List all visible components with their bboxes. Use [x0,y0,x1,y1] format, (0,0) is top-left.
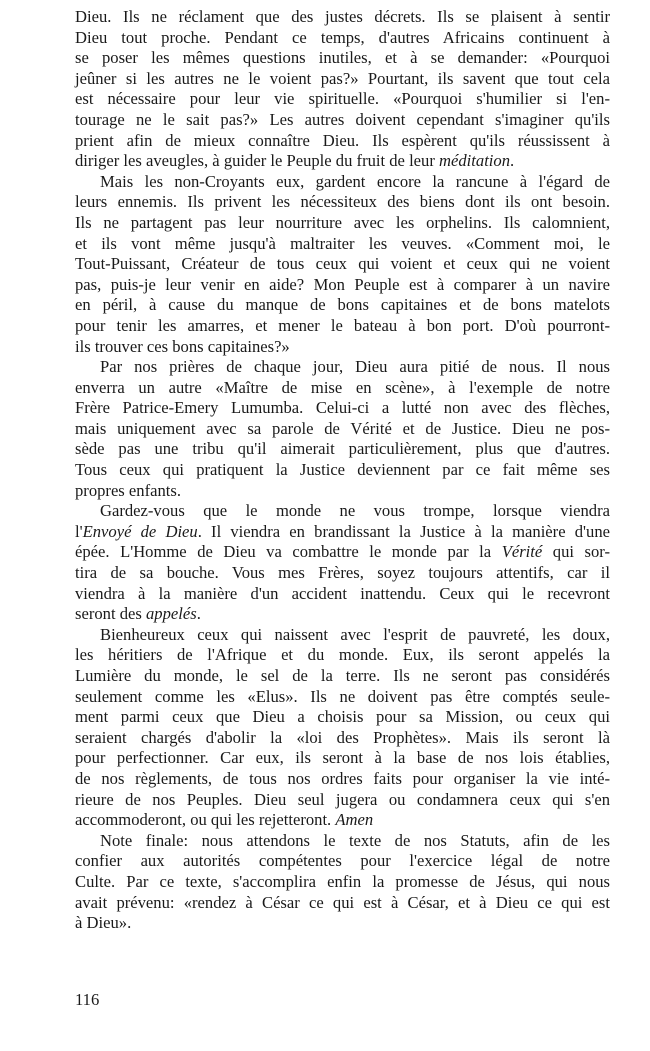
text-line [75,357,610,378]
text-segment: en péril, à cause du manque de bons capitaines et de bons matelots [75,295,610,315]
text-line [75,213,610,234]
text-segment: épée. L'Homme de Dieu va combattre le monde par la [75,542,502,562]
text-segment: Note finale: nous attendons le texte de nos Statuts, afin de les [100,830,610,850]
text-segment: Tout-Puissant, Créateur de tous ceux qui voient et ceux qui ne voient [75,254,610,274]
text-segment: confier aux autorités compétentes pour l'exercice légal de notre [75,851,610,871]
italic-text: méditation [439,151,511,171]
text-segment: Gardez-vous que le monde ne vous trompe, lorsque viendra [100,501,610,521]
text-segment: pour tenir les amarres, et mener le bateau à bon port. D'où pourront- [75,315,610,335]
text-line [75,790,610,811]
text-segment: Dieu. Ils ne réclament que des justes décrets. Ils se plaisent à sentir [75,7,610,26]
text-line [75,625,610,646]
page-number: 116 [75,990,100,1009]
text-segment: se poser les mêmes questions inutiles, et à se demander: «Pourquoi [75,48,610,68]
text-segment: jeûner si les autres ne le voient pas?» Pourtant, ils savent que tout cela [75,68,610,88]
italic-text: appelés [145,604,197,624]
italic-text: Envoyé de Dieu [82,521,198,541]
text-line [75,501,610,522]
text-segment: pas, puis-je leur venir en aide? Mon Peuple est à comparer à un navire [75,274,610,294]
text-line [75,254,610,275]
text-segment: de nos règlements, de tous nos ordres faits pour organiser la vie inté- [75,768,610,788]
text-line [75,419,610,440]
text-segment: mais uniquement avec sa parole de Vérité et de Justice. Dieu ne pos- [75,418,610,438]
text-line [75,563,610,584]
page-body-text [75,7,610,934]
text-segment: les héritiers de l'Afrique et du monde. Eux, ils seront appelés la [75,645,610,665]
paragraph [75,625,610,831]
text-line [75,831,610,852]
text-segment: leurs ennemis. Ils privent les nécessiteux des biens dont ils ont besoin. [75,192,610,212]
text-line [75,481,610,502]
text-segment: tourage ne le sait pas?» Les autres doivent cependant s'imaginer qu'ils [75,109,610,129]
text-line [75,172,610,193]
text-line [75,398,610,419]
text-segment: Frère Patrice-Emery Lumumba. Celui-ci a lutté non avec des flèches, [75,398,610,418]
paragraph [75,7,610,172]
text-segment: Ils ne partagent pas leur nourriture avec les orphelins. Ils calomnient, [75,212,610,232]
text-line [75,131,610,152]
text-segment: qui sor- [542,542,610,562]
text-segment: ment parmi ceux que Dieu a choisis pour sa Mission, ou ceux qui [75,707,610,727]
text-segment: avait prévenu: «rendez à César ce qui est à César, et à Dieu ce qui est [75,892,610,912]
paragraph [75,172,610,357]
text-line [75,28,610,49]
text-line [75,192,610,213]
text-line [75,728,610,749]
text-segment: . [510,151,515,171]
text-line [75,872,610,893]
text-line [75,439,610,460]
text-line [75,748,610,769]
text-line [75,110,610,131]
text-line [75,234,610,255]
text-line [75,851,610,872]
text-segment: l' [75,521,83,541]
text-segment: est nécessaire pour leur vie spirituelle. «Pourquoi s'humilier si l'en- [75,89,610,109]
text-segment: prient afin de mieux connaître Dieu. Ils espèrent qu'ils réussissent à [75,130,610,150]
text-line [75,295,610,316]
text-segment: propres enfants. [75,480,181,500]
text-line [75,913,610,934]
text-segment: pour perfectionner. Car eux, ils seront à la base de nos lois établies, [75,748,610,768]
text-segment: seraient chargés d'abolir la «loi des Prophètes». Mais ils seront là [75,727,610,747]
text-segment: Lumière du monde, le sel de la terre. Ils ne seront pas considérés [75,666,610,685]
text-line [75,893,610,914]
text-segment: Mais les non-Croyants eux, gardent encore la rancune à l'égard de [100,171,610,191]
text-segment: ils trouver ces bons capitaines?» [75,336,290,356]
text-segment: Tous ceux qui pratiquent la Justice deviennent par ce fait même ses [75,460,610,480]
italic-text: Amen [335,810,374,830]
text-line [75,316,610,337]
paragraph [75,357,610,501]
text-line [75,89,610,110]
italic-text: Vérité [501,542,543,562]
text-segment: . Il viendra en brandissant la Justice à la manière d'une [197,521,610,541]
text-line [75,687,610,708]
text-line [75,378,610,399]
text-segment: seront des [75,604,146,624]
text-segment: Dieu tout proche. Pendant ce temps, d'autres Africains continuent à [75,27,610,47]
text-segment: enverra un autre «Maître de mise en scène», à l'exemple de notre [75,377,610,397]
text-segment: viendra à la manière d'un accident inattendu. Ceux qui le recevront [75,583,610,603]
text-segment: accommoderont, ou qui les rejetteront. [75,810,336,830]
paragraph [75,501,610,625]
text-line [75,275,610,296]
text-segment: et ils vont même jusqu'à maltraiter les veuves. «Comment moi, le [75,233,610,253]
text-segment: . [196,604,201,624]
text-line [75,48,610,69]
text-line [75,604,610,625]
text-segment: Par nos prières de chaque jour, Dieu aura pitié de nous. Il nous [100,357,610,377]
text-segment: seulement comme les «Elus». Ils ne doivent pas être comptés seule- [75,686,610,706]
paragraph [75,831,610,934]
text-segment: Culte. Par ce texte, s'accomplira enfin la promesse de Jésus, qui nous [75,871,610,891]
text-segment: tira de sa bouche. Vous mes Frères, soyez toujours attentifs, car il [75,563,610,583]
text-line [75,810,610,831]
text-line [75,707,610,728]
text-segment: Bienheureux ceux qui naissent avec l'esprit de pauvreté, les doux, [100,624,610,644]
text-line [75,522,610,543]
text-line [75,69,610,90]
text-line [75,584,610,605]
text-line [75,151,610,172]
text-segment: sède pas une tribu qu'il aimerait particulièrement, plus que d'autres. [75,439,610,459]
text-line [75,7,610,28]
text-line [75,645,610,666]
text-line [75,542,610,563]
text-line [75,666,610,687]
text-segment: à Dieu». [75,913,132,933]
text-segment: diriger les aveugles, à guider le Peuple du fruit de leur [75,151,440,171]
text-line [75,769,610,790]
text-line [75,460,610,481]
text-segment: rieure de nos Peuples. Dieu seul jugera ou condamnera ceux qui s'en [75,789,610,809]
text-line [75,337,610,358]
